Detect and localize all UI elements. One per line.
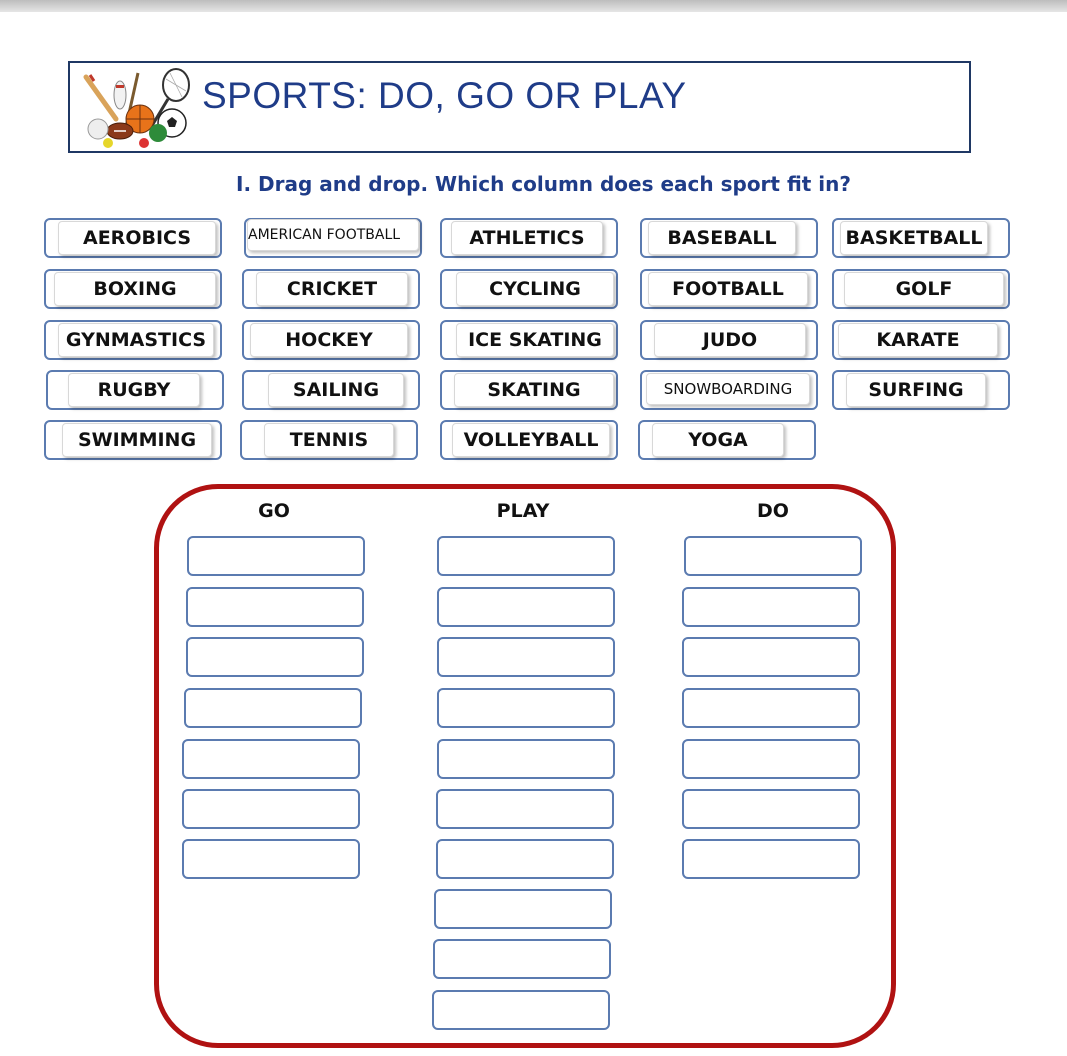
sports-equipment-icon [80,67,198,151]
sport-tile-football[interactable]: FOOTBALL [648,272,808,306]
go-drop-zone[interactable] [182,839,360,879]
sport-tile-aerobics[interactable]: AEROBICS [58,221,216,255]
sport-tile-tennis[interactable]: TENNIS [264,423,394,457]
go-drop-zone[interactable] [187,536,365,576]
sport-tile-golf[interactable]: GOLF [844,272,1004,306]
column-heading-do: DO [757,500,789,522]
sport-tile-karate[interactable]: KARATE [838,323,998,357]
sport-tile-swimming[interactable]: SWIMMING [62,423,212,457]
sport-tile-judo[interactable]: JUDO [654,323,806,357]
sport-tile-hockey[interactable]: HOCKEY [250,323,408,357]
do-drop-zone[interactable] [682,839,860,879]
go-drop-zone[interactable] [184,688,362,728]
do-drop-zone[interactable] [682,739,860,779]
play-drop-zone[interactable] [433,939,611,979]
sport-tile-cricket[interactable]: CRICKET [256,272,408,306]
sport-tile-surfing[interactable]: SURFING [846,373,986,407]
sport-tile-yoga[interactable]: YOGA [652,423,784,457]
play-drop-zone[interactable] [437,587,615,627]
sport-tile-rugby[interactable]: RUGBY [68,373,200,407]
do-drop-zone[interactable] [682,688,860,728]
top-strip [0,0,1067,12]
play-drop-zone[interactable] [437,637,615,677]
sport-tile-volleyball[interactable]: VOLLEYBALL [452,423,610,457]
do-drop-zone[interactable] [682,637,860,677]
sport-tile-athletics[interactable]: ATHLETICS [451,221,603,255]
do-drop-zone[interactable] [682,587,860,627]
sport-tile-snowboarding[interactable]: SNOWBOARDING [646,373,810,405]
sport-tile-ice-skating[interactable]: ICE SKATING [456,323,614,357]
title-banner [68,61,971,153]
play-drop-zone[interactable] [432,990,610,1030]
instruction-text: I. Drag and drop. Which column does each sport fit in? [236,172,851,196]
sport-tile-cycling[interactable]: CYCLING [456,272,614,306]
play-drop-zone[interactable] [434,889,612,929]
column-heading-go: GO [258,500,290,522]
sport-tile-skating[interactable]: SKATING [454,373,614,407]
play-drop-zone[interactable] [436,839,614,879]
go-drop-zone[interactable] [186,637,364,677]
sport-tile-basketball[interactable]: BASKETBALL [840,221,988,255]
play-drop-zone[interactable] [437,739,615,779]
sport-tile-baseball[interactable]: BASEBALL [648,221,796,255]
play-drop-zone[interactable] [437,688,615,728]
do-drop-zone[interactable] [684,536,862,576]
sport-tile-boxing[interactable]: BOXING [54,272,216,306]
play-drop-zone[interactable] [437,536,615,576]
go-drop-zone[interactable] [182,739,360,779]
do-drop-zone[interactable] [682,789,860,829]
sport-tile-american-football[interactable]: AMERICAN FOOTBALL [247,219,419,251]
page-title: SPORTS: DO, GO OR PLAY [202,75,687,116]
sport-tile-sailing[interactable]: SAILING [268,373,404,407]
go-drop-zone[interactable] [186,587,364,627]
go-drop-zone[interactable] [182,789,360,829]
play-drop-zone[interactable] [436,789,614,829]
sport-tile-gynmastics[interactable]: GYNMASTICS [58,323,214,357]
column-heading-play: PLAY [496,500,550,522]
